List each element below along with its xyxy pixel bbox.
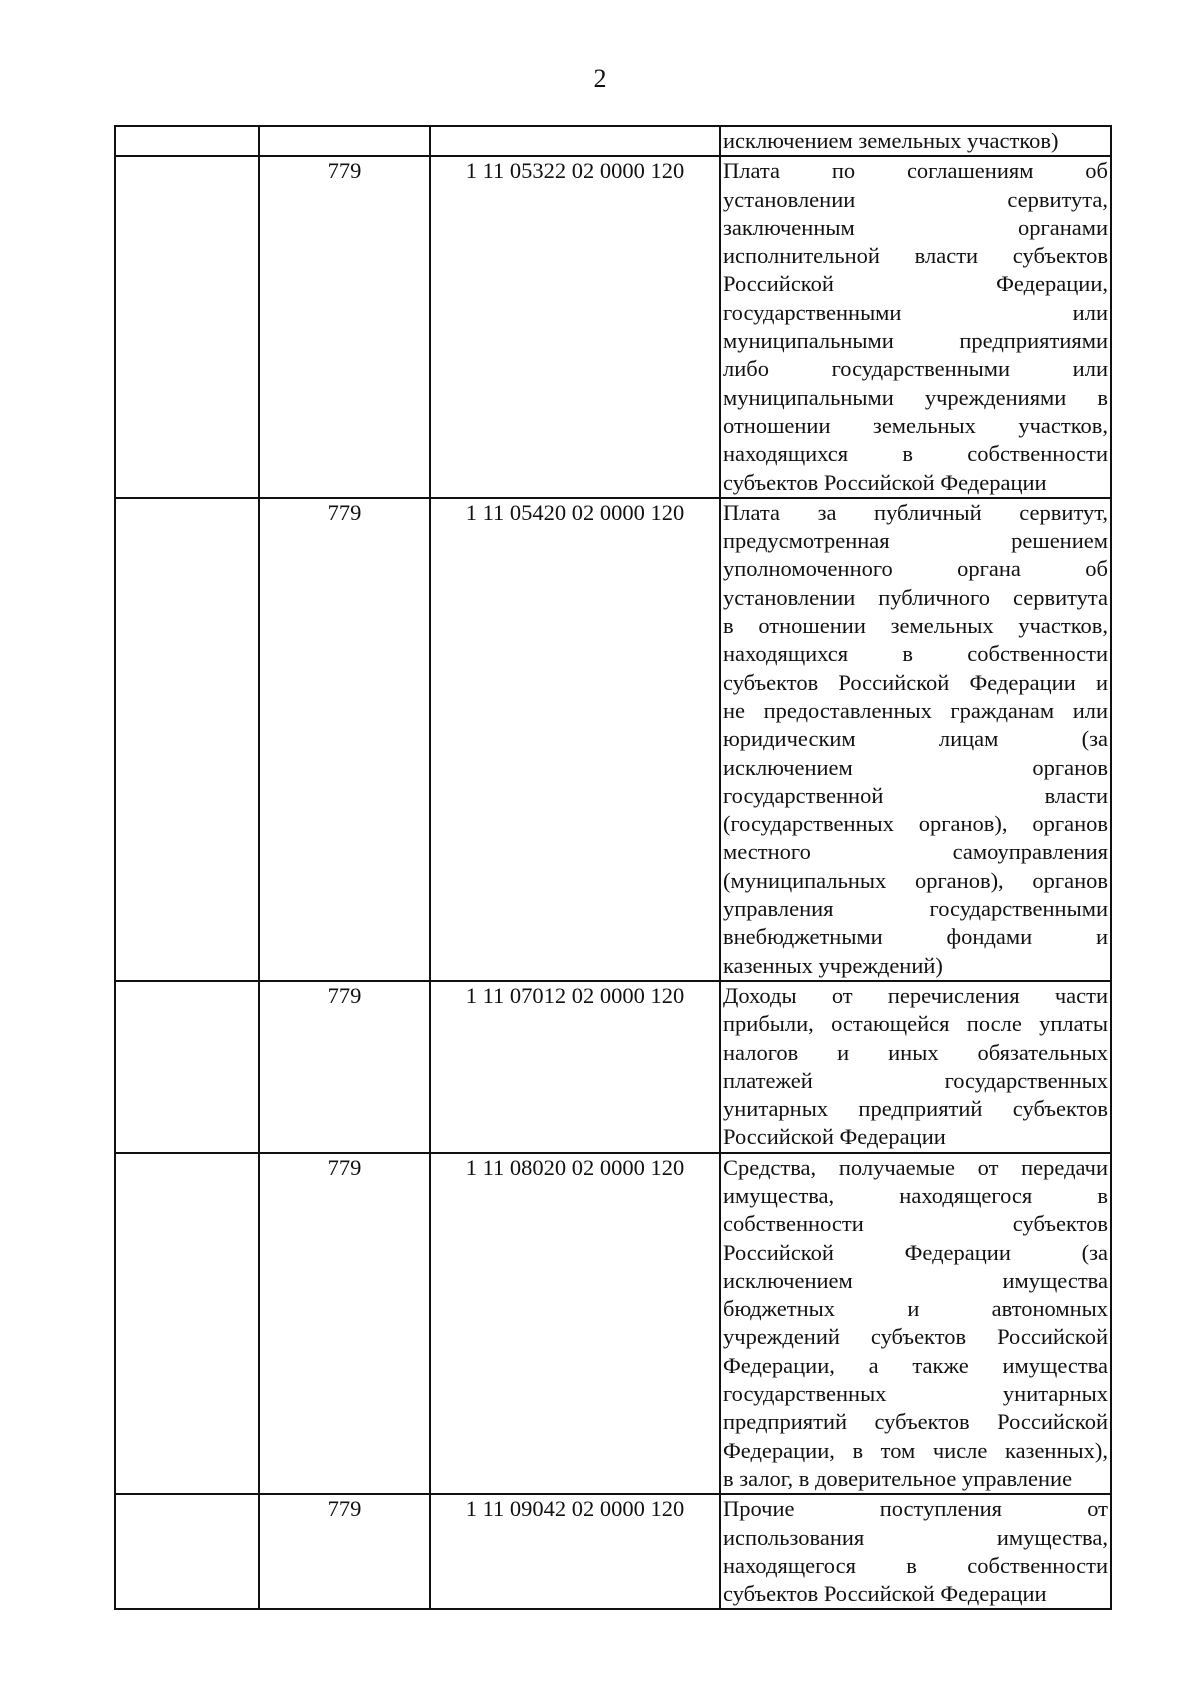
income-name-line: унитарных предприятий субъектов xyxy=(723,1096,1108,1122)
income-name-line: не предоставленных гражданам или xyxy=(723,697,1108,723)
income-name-line: находящихся в собственности xyxy=(723,441,1108,467)
income-name-line: Прочие поступления от xyxy=(723,1496,1108,1522)
income-name-line: использования имущества, xyxy=(723,1524,1108,1550)
income-name-line: установлении публичного сервитута xyxy=(723,584,1108,610)
income-name-cell xyxy=(720,981,1111,1153)
income-name-line: находящихся в собственности xyxy=(723,641,1108,667)
income-name-line: в отношении земельных участков, xyxy=(723,613,1108,639)
blank-cell xyxy=(115,1494,259,1609)
income-name-line: исключением земельных участков) xyxy=(723,128,1059,153)
table-body xyxy=(115,126,1111,1609)
income-name-line: предусмотренная решением xyxy=(723,528,1108,554)
income-code-cell: 1 11 05420 02 0000 120 xyxy=(430,498,720,981)
income-name-line: Плата по соглашениям об xyxy=(723,158,1108,184)
income-name-line: Доходы от перечисления части xyxy=(723,982,1108,1008)
income-name-cell xyxy=(720,156,1111,498)
table-row xyxy=(115,981,1111,1153)
table-row xyxy=(115,1153,1111,1495)
income-name-line: уполномоченного органа об xyxy=(723,556,1108,582)
income-name-line: находящегося в собственности xyxy=(723,1552,1108,1578)
administrator-code-cell: 779 xyxy=(259,156,430,498)
income-name-line: (муниципальных органов), органов xyxy=(723,867,1108,893)
income-name-cell xyxy=(720,1153,1111,1495)
income-code-cell: 1 11 08020 02 0000 120 xyxy=(430,1153,720,1495)
income-name-line: внебюджетными фондами и xyxy=(723,924,1108,950)
income-name-line: Федерации, а также имущества xyxy=(723,1352,1108,1378)
income-name-line: предприятий субъектов Российской xyxy=(723,1409,1108,1435)
income-name-cell xyxy=(720,126,1111,156)
income-name-line: Средства, получаемые от передачи xyxy=(723,1154,1108,1180)
income-name-line: исключением органов xyxy=(723,754,1108,780)
income-name-line: местного самоуправления xyxy=(723,839,1108,865)
income-name-line: исполнительной власти субъектов xyxy=(723,243,1108,269)
administrator-code-cell: 779 xyxy=(259,1494,430,1609)
income-code-cell xyxy=(430,126,720,156)
blank-cell xyxy=(115,156,259,498)
income-name-line: платежей государственных xyxy=(723,1067,1108,1093)
income-name-line: прибыли, остающейся после уплаты xyxy=(723,1011,1108,1037)
page-number: 2 xyxy=(593,64,607,93)
income-name-cell xyxy=(720,498,1111,981)
income-name-line: (государственных органов), органов xyxy=(723,811,1108,837)
income-name-line: собственности субъектов xyxy=(723,1211,1108,1237)
income-code-cell: 1 11 05322 02 0000 120 xyxy=(430,156,720,498)
administrator-code-cell: 779 xyxy=(259,1153,430,1495)
income-name-line: управления государственными xyxy=(723,896,1108,922)
blank-cell xyxy=(115,126,259,156)
income-name-line: муниципальными предприятиями xyxy=(723,328,1108,354)
blank-cell xyxy=(115,981,259,1153)
table-row xyxy=(115,1494,1111,1609)
income-name-line: учреждений субъектов Российской xyxy=(723,1324,1108,1350)
income-name-line: государственными или xyxy=(723,299,1108,325)
income-code-cell: 1 11 07012 02 0000 120 xyxy=(430,981,720,1153)
income-name-line: субъектов Российской Федерации xyxy=(723,1581,1047,1607)
income-name-line: государственной власти xyxy=(723,782,1108,808)
income-name-line: юридическим лицам (за xyxy=(723,726,1108,752)
income-name-line: государственных унитарных xyxy=(723,1381,1108,1407)
income-name-line: установлении сервитута, xyxy=(723,186,1108,212)
income-name-line: отношении земельных участков, xyxy=(723,412,1108,438)
income-code-cell: 1 11 09042 02 0000 120 xyxy=(430,1494,720,1609)
income-name-line: в залог, в доверительное управление xyxy=(723,1465,1073,1491)
income-name-line: Федерации, в том числе казенных), xyxy=(723,1437,1108,1463)
table-row xyxy=(115,498,1111,981)
income-name-line: либо государственными или xyxy=(723,356,1108,382)
income-name-cell xyxy=(720,1494,1111,1609)
income-name-line: субъектов Российской Федерации xyxy=(723,469,1047,495)
income-name-line: имущества, находящегося в xyxy=(723,1182,1108,1208)
budget-codes-table xyxy=(114,125,1112,1610)
income-name-line: заключенным органами xyxy=(723,214,1108,240)
table-row xyxy=(115,156,1111,498)
administrator-code-cell: 779 xyxy=(259,498,430,981)
income-name-line: бюджетных и автономных xyxy=(723,1296,1108,1322)
income-name-line: муниципальными учреждениями в xyxy=(723,384,1108,410)
blank-cell xyxy=(115,498,259,981)
income-name-line: Российской Федерации xyxy=(723,1124,946,1150)
table-row xyxy=(115,126,1111,156)
income-name-line: налогов и иных обязательных xyxy=(723,1039,1108,1065)
income-name-line: казенных учреждений) xyxy=(723,952,943,978)
blank-cell xyxy=(115,1153,259,1495)
income-name-line: Российской Федерации (за xyxy=(723,1239,1108,1265)
income-name-line: субъектов Российской Федерации и xyxy=(723,669,1108,695)
administrator-code-cell: 779 xyxy=(259,981,430,1153)
income-name-line: Плата за публичный сервитут, xyxy=(723,499,1108,525)
income-name-line: исключением имущества xyxy=(723,1267,1108,1293)
income-name-line: Российской Федерации, xyxy=(723,271,1108,297)
administrator-code-cell xyxy=(259,126,430,156)
